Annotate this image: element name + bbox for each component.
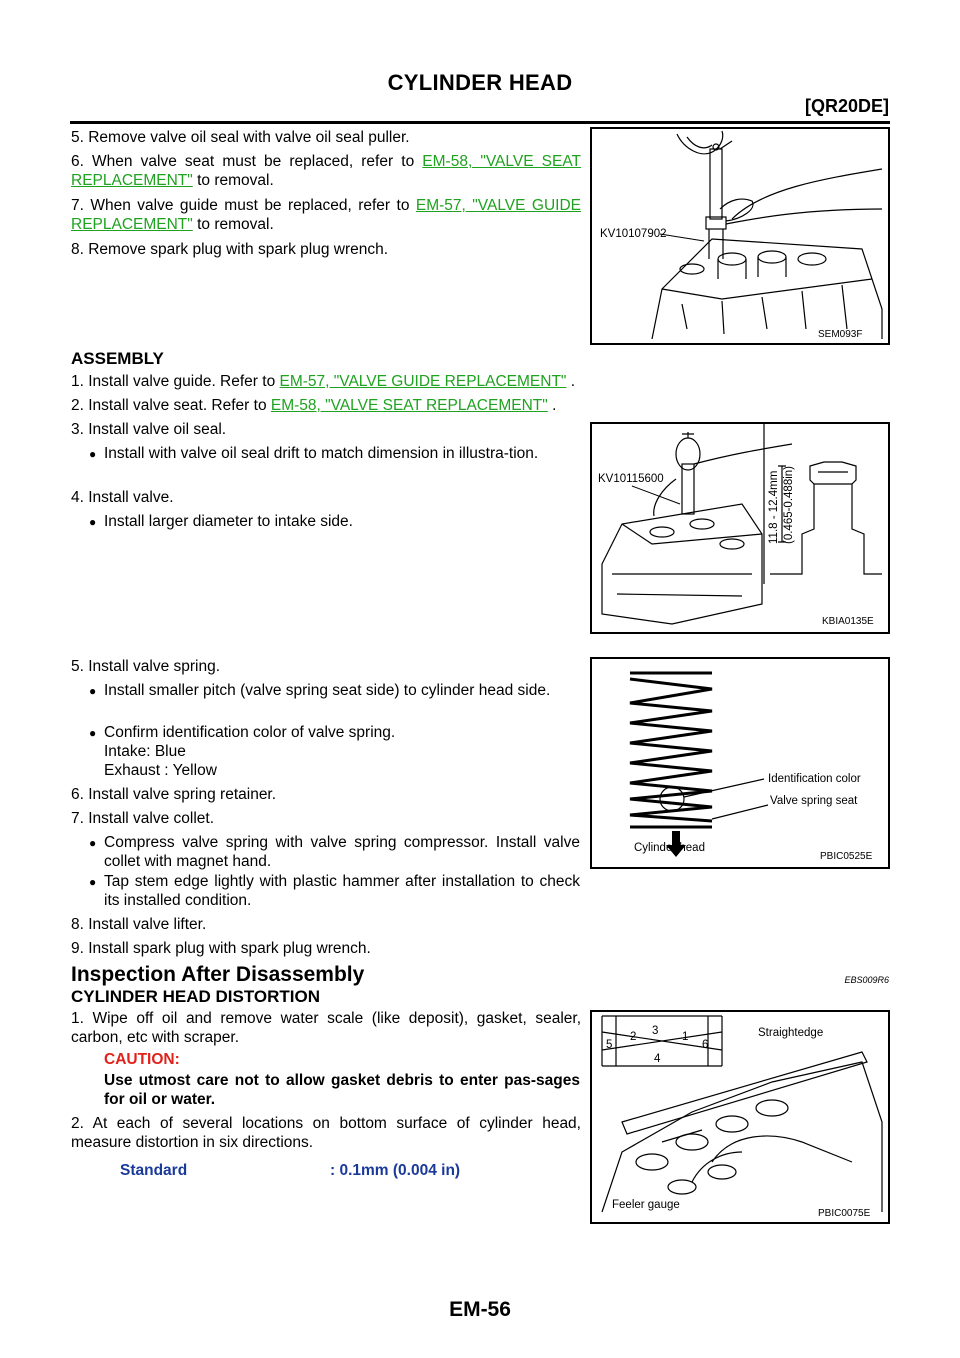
spring-color-intake: Intake: Blue [104,743,186,760]
dimension-mm: 11.8 - 12.4mm [768,470,780,544]
link-valve-guide-replacement[interactable]: EM-57, "VALVE GUIDE REPLACEMENT" [71,197,581,233]
assembly-step-4-bullet-text: Install larger diameter to intake side. [104,513,353,530]
bullet-icon: ● [89,684,97,698]
removal-step-7 [71,196,581,234]
figure-valve-spring [590,657,890,869]
point-2: 2 [630,1031,637,1043]
distortion-measurement-illustration [592,1012,888,1222]
section-code: EBS009R6 [844,975,889,985]
valve-oil-seal-drift-illustration [592,424,888,632]
point-5: 5 [606,1039,613,1051]
assembly-step-1 [71,372,641,391]
inspection-step-1-text: 1. Wipe off oil and remove water scale (like deposit), gasket, sealer, carbon, etc with scraper. [71,1010,581,1046]
assembly-step-5-bullet-2-text: Confirm identification color of valve spring. [104,724,396,741]
point-3: 3 [652,1025,659,1037]
assembly-step-3-bullet [89,444,580,463]
link-valve-seat-replacement-2[interactable]: EM-58, "VALVE SEAT REPLACEMENT" [270,397,548,414]
assembly-step-1-suffix: . [566,373,576,390]
link-valve-seat-replacement[interactable]: EM-58, "VALVE SEAT REPLACEMENT" [71,153,581,189]
page-number: EM-56 [449,1298,511,1321]
assembly-step-5-bullet-1 [89,681,580,700]
assembly-step-2-suffix: . [547,397,557,414]
standard-value: : 0.1mm (0.004 in) [330,1162,461,1179]
assembly-heading: ASSEMBLY [71,349,164,368]
figure-id-pbic0075e: PBIC0075E [818,1208,871,1219]
bullet-icon: ● [89,447,97,461]
figure-id-sem093f: SEM093F [818,329,863,340]
figure-cylinder-head-distortion [590,1010,890,1224]
assembly-step-7-bullet-2 [89,872,580,910]
assembly-step-2 [71,396,641,415]
label-identification-color: Identification color [768,773,861,785]
bullet-icon: ● [89,875,97,889]
assembly-step-5: 5. Install valve spring. [71,658,221,675]
bullet-icon: ● [89,836,97,850]
cylinder-head-distortion-heading: CYLINDER HEAD DISTORTION [71,987,321,1006]
removal-step-6 [71,152,581,190]
removal-step-8: 8. Remove spark plug with spark plug wrench. [71,241,389,258]
removal-step-5: 5. Remove valve oil seal with valve oil seal puller. [71,129,410,146]
caution-text: Use utmost care not to allow gasket debris to enter pas-sages for oil or water. [104,1072,580,1108]
figure-valve-oil-seal-puller [590,127,890,345]
removal-step-6-text: 6. When valve seat must be replaced, refer to [71,153,423,170]
point-4: 4 [654,1053,661,1065]
standard-label: Standard [120,1162,188,1179]
inspection-heading: Inspection After Disassembly [71,963,365,986]
figure-id-pbic0525e: PBIC0525E [820,851,873,862]
valve-oil-seal-puller-illustration [592,129,888,343]
dimension-in: (0.465-0.488in) [783,466,795,544]
label-valve-spring-seat: Valve spring seat [770,795,858,807]
point-6: 6 [702,1039,709,1051]
spring-color-exhaust: Exhaust : Yellow [104,762,217,779]
label-feeler-gauge: Feeler gauge [612,1199,680,1211]
assembly-step-8: 8. Install valve lifter. [71,916,207,933]
assembly-step-5-bullet-2 [89,723,580,742]
tool-number-kv10107902: KV10107902 [600,228,667,240]
assembly-step-7-bullet-2-text: Tap stem edge lightly with plastic hammer after installation to check its installed condition. [104,873,580,909]
assembly-step-6: 6. Install valve spring retainer. [71,786,277,803]
removal-step-6-suffix: to removal. [192,172,274,189]
assembly-step-3: 3. Install valve oil seal. [71,421,227,438]
bullet-icon: ● [89,726,97,740]
bullet-icon: ● [89,515,97,529]
inspection-step-2: 2. At each of several locations on bottom surface of cylinder head, measure distortion in six directions. [71,1115,581,1151]
assembly-step-7-bullet-1-text: Compress valve spring with valve spring compressor. Install valve collet with magnet hand. [104,834,580,870]
assembly-step-7: 7. Install valve collet. [71,810,215,827]
assembly-step-1-text: 1. Install valve guide. Refer to [71,373,280,390]
inspection-step-1 [71,1009,581,1047]
removal-step-7-suffix: to removal. [192,216,274,233]
section-title: CYLINDER HEAD [387,70,573,95]
assembly-step-7-bullet-1 [89,833,580,871]
tool-number-kv10115600: KV10115600 [598,473,664,485]
label-straightedge: Straightedge [758,1027,824,1039]
header-rule [70,121,890,124]
figure-valve-oil-seal-drift [590,422,890,634]
valve-spring-illustration [592,659,888,867]
engine-model: [QR20DE] [804,96,889,116]
removal-step-7-text: 7. When valve guide must be replaced, refer to [71,197,416,214]
link-valve-guide-replacement-2[interactable]: EM-57, "VALVE GUIDE REPLACEMENT" [279,373,567,390]
caution-label: CAUTION: [104,1051,180,1068]
assembly-step-2-text: 2. Install valve seat. Refer to [71,397,271,414]
figure-id-kbia0135e: KBIA0135E [822,616,874,627]
point-1: 1 [682,1031,689,1043]
assembly-step-3-bullet-text: Install with valve oil seal drift to match dimension in illustra-tion. [104,445,539,462]
assembly-step-9: 9. Install spark plug with spark plug wrench. [71,940,371,957]
assembly-step-4-bullet [89,512,580,531]
assembly-step-5-bullet-1-text: Install smaller pitch (valve spring seat side) to cylinder head side. [104,682,551,699]
assembly-step-4: 4. Install valve. [71,489,174,506]
label-cylinder-head: Cylinder head [634,842,705,854]
